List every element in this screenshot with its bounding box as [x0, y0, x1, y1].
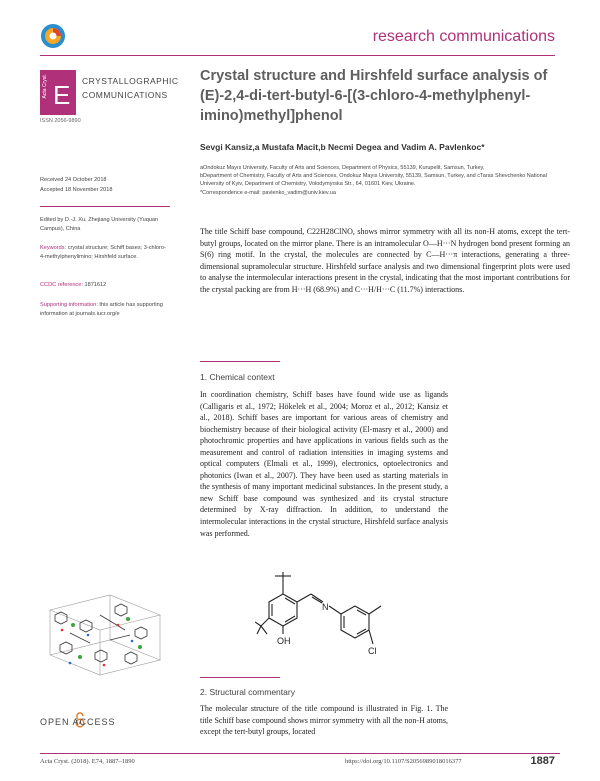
footer-rule	[40, 753, 560, 754]
section-body: The molecular structure of the title compound is illustrated in Fig. 1. The title Schiff base compound shows mirror symmetry with all the non-H atoms, except the tert-butyl groups, located	[200, 704, 448, 737]
journal-logo	[40, 70, 76, 115]
issn: ISSN 2056-9890	[40, 118, 81, 124]
open-access-label: OPEN ACCESS	[40, 717, 116, 727]
header-rule	[40, 55, 555, 56]
molecule-scheme	[255, 572, 420, 675]
journal-acta-label: Acta Cryst.	[42, 74, 48, 99]
editor-note: Edited by D.-J. Xu, Zhejiang University (Yuquan Campus), China	[40, 217, 159, 232]
journal-name: CRYSTALLOGRAPHIC COMMUNICATIONS	[82, 76, 179, 100]
hydroxyl-label: OH	[277, 636, 291, 646]
footer-doi[interactable]: https://doi.org/10.1107/S2056989018016377	[345, 758, 462, 765]
accepted-date: Accepted 18 November 2018	[40, 187, 113, 193]
article-title: Crystal structure and Hirshfeld surface analysis of (E)-2,4-di-tert-butyl-6-[(3-chloro-4-methylphenyl-imino)methyl]phenol	[200, 68, 548, 124]
affiliations: aOndokuz Mayıs University, Faculty of Arts and Sciences, Department of Physics, 55139, Kurupelit, Samsun, Turkey, bDepartment of Chemistry, Faculty of Arts and Sciences, Ondokuz Mayıs University, 55139, Samsun, Turkey, and cTaras Shevchenko National University of Kyiv, Department of Chemistry, Volodymyrska Str., 64, 01601 Kiev, Ukraine. *Correspondence e-mail: pavlenko_vadim@univ.kiev.ua	[200, 164, 570, 197]
page-number: 1887	[530, 755, 555, 767]
sidebar-rule	[40, 206, 170, 207]
section-rule	[200, 677, 280, 678]
article-authors: Sevgi Kansiz,a Mustafa Macit,b Necmi Degea and Vadim A. Pavlenkoc*	[200, 142, 485, 152]
crystal-packing-figure	[40, 585, 170, 685]
footer-citation: Acta Cryst. (2018). E74, 1887–1890	[40, 758, 135, 765]
correspondence-email[interactable]: *Correspondence e-mail: pavlenko_vadim@univ.kiev.ua	[200, 189, 336, 196]
ccdc-reference: CCDC reference: 1871612	[40, 282, 107, 288]
nitrogen-label: N	[322, 602, 329, 612]
section-title: research communications	[372, 28, 555, 45]
chlorine-label: Cl	[368, 646, 377, 656]
section-rule	[200, 361, 280, 362]
section-heading: 2. Structural commentary	[200, 687, 295, 697]
section-body: In coordination chemistry, Schiff bases have found wide use as ligands (Calligaris et al., 1972; Hökelek et al., 2004; Moroz et al., 2012; Kansiz et al., 2018). Schiff bases are important for various areas of chemistry and biochemistry because of their biological activity (El-masry et al., 2000) and photochromic properties and have applications in various fields such as the measurement and control of radiation intensities in imaging systems and optical computers (Elmali et al., 1999), electronics, optoelectronics and photonics (Iwan et al., 2007). They have been used as starting materials in the synthesis of many important medicinal substances. In the present study, a new Schiff base compound was synthesized and its crystal structure determined by X-ray diffraction. In addition, to understand the intermolecular interactions in the crystal structure, Hirshfeld surface analysis was performed.	[200, 390, 448, 538]
abstract: The title Schiff base compound, C22H28ClNO, shows mirror symmetry with all its non-H atoms, except the tert-butyl groups, located on the mirror plane. There is an intramolecular O—H···N hydrogen bond present forming an S(6) ring motif. In the crystal, the molecules are connected by C—H···π interactions, generating a three-dimensional supramolecular structure. Hirshfeld surface analysis and two dimensional fingerprint plots were used to analyse the intermolecular interactions present in the crystal, indicating that the most important contributions for the crystal packing are from H···H (68.9%) and C···H/H···C (11.7%) interactions.	[200, 227, 570, 294]
section-heading: 1. Chemical context	[200, 372, 275, 382]
keywords: Keywords: crystal structure; Schiff bases; 3-chloro-4-methylphenylimino; Hirshfeld surface.	[40, 245, 166, 260]
received-date: Received 24 October 2018	[40, 177, 107, 183]
iucr-logo-icon	[40, 23, 66, 49]
journal-letter: E	[53, 80, 71, 110]
supporting-information: Supporting information: this article has supporting information at journals.iucr.org/e	[40, 302, 163, 317]
